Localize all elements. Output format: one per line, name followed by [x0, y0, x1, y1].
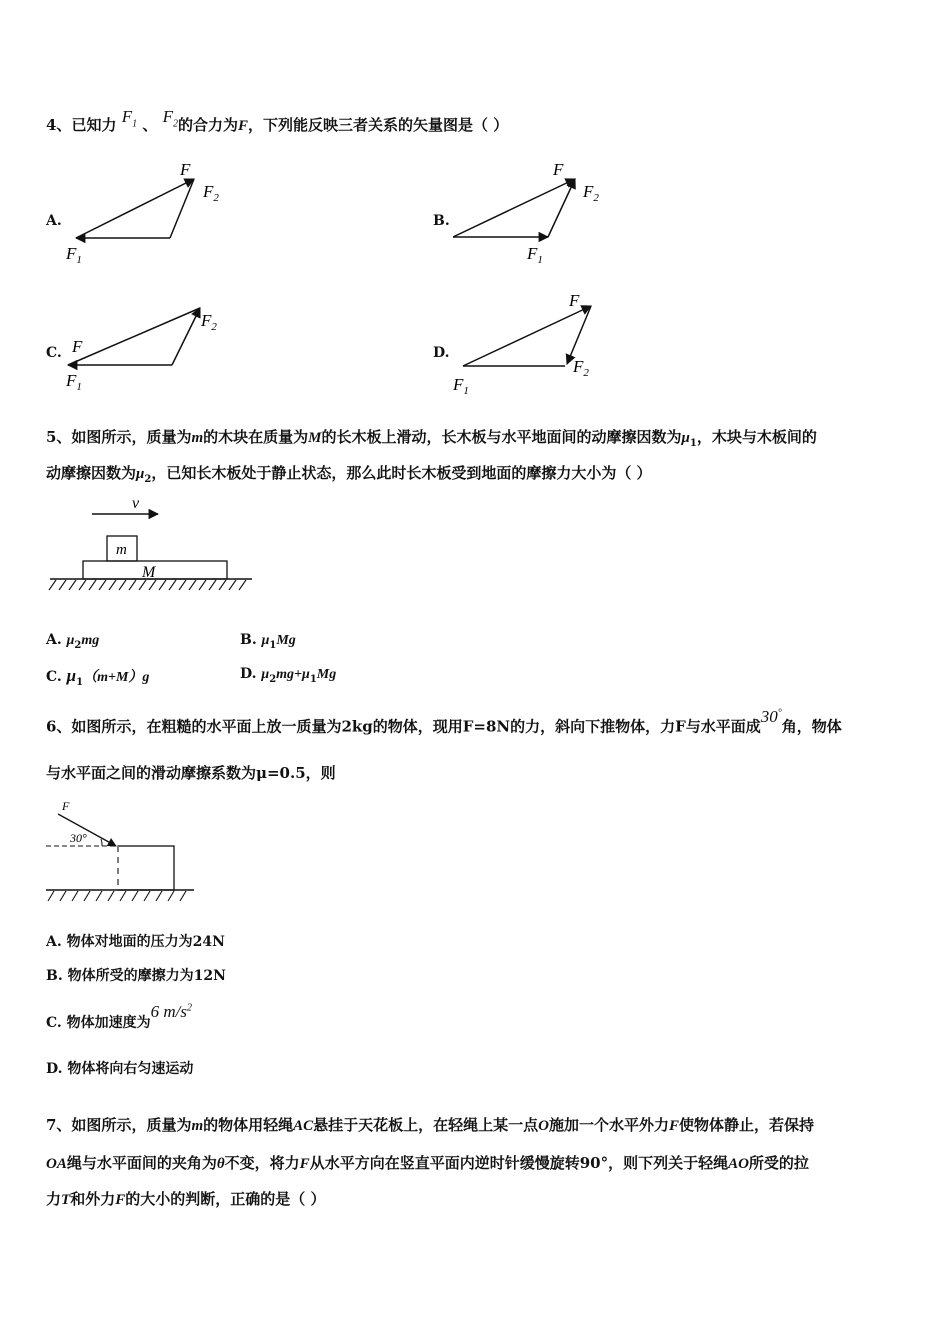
q4-option-a-diagram [60, 155, 240, 270]
label-v: v [132, 495, 140, 512]
vector-f [76, 179, 194, 238]
vector-f [463, 306, 591, 366]
q4-option-c-diagram [60, 292, 240, 407]
q4-stem [46, 107, 509, 143]
q6-angle: 30° [760, 706, 782, 726]
vector-f [453, 179, 575, 237]
q5-option-d[interactable]: D. $\mu_2mg+\mu_1Mg$ [240, 666, 337, 685]
vector-f2 [172, 308, 200, 365]
vector-f2 [170, 179, 194, 238]
vector-f [68, 308, 200, 365]
label-m: m [116, 542, 127, 558]
q4-text-b: 的合力为 [177, 116, 238, 134]
q5-option-c[interactable]: C. $\mu_1(m+M)g$ [46, 666, 150, 688]
q4-number: 4、 [46, 116, 72, 134]
block [118, 846, 174, 890]
q4-option-d-diagram [445, 290, 625, 405]
q5-option-a[interactable]: A. $\mu_2mg$ [46, 632, 100, 651]
q7-stem-line3: 力T和外力F的大小的判断，正确的是（ ） [46, 1190, 326, 1208]
q7-stem-line2: OA绳与水平面间的夹角为θ不变，将力F从水平方向在竖直平面内逆时针缓慢旋转90°，则下列关于轻绳AO所受的拉 [46, 1154, 809, 1172]
label-f2: $F_2$ [201, 311, 217, 333]
label-f1: $F_1$ [527, 244, 543, 266]
label-f2: $F_2$ [203, 182, 219, 204]
label-f1: $F_1$ [453, 375, 469, 397]
q5-stem-line1: 5、如图所示，质量为m的木块在质量为M的长木板上滑动，长木板与水平地面间的动摩擦因数为$\mu_1$，木块与木板间的 [46, 428, 817, 449]
q4-option-b-letter[interactable]: B. [433, 213, 450, 229]
label-angle: 30° [70, 831, 87, 845]
q6-option-a[interactable]: A. 物体对地面的压力为24N [46, 934, 225, 950]
label-f2: $F_2$ [573, 357, 589, 379]
label-f: F [62, 799, 70, 813]
label-M: M [142, 564, 156, 581]
q6-option-d[interactable]: D. 物体将向右匀速运动 [46, 1061, 194, 1077]
q4-option-b-diagram [445, 155, 625, 270]
q4-option-d-letter[interactable]: D. [433, 345, 450, 361]
q4-option-a-letter[interactable]: A. [46, 213, 62, 229]
q4-f1: $F_1$ [121, 107, 138, 130]
label-f2: $F_2$ [583, 182, 599, 204]
label-f1: $F_1$ [66, 371, 82, 393]
q4-text-c: ，下列能反映三者关系的矢量图是（ ） [247, 116, 509, 134]
q6-option-c[interactable]: C. 物体加速度为6 $m/s^2$ [46, 1002, 193, 1031]
angle-arc [101, 839, 102, 846]
q6-accel-value: 6 $m/s^2$ [150, 1002, 193, 1021]
q6-option-b[interactable]: B. 物体所受的摩擦力为12N [46, 968, 226, 984]
q6-stem-line1: 6、如图所示，在粗糙的水平面上放一质量为2kg的物体，现用F=8N的力，斜向下推物体，力F与水平面成30°角，物体 [46, 706, 842, 736]
q6-stem-line2: 与水平面之间的滑动摩擦系数为μ=0.5，则 [46, 764, 336, 782]
label-f: F [180, 160, 191, 179]
vector-f2 [548, 179, 575, 237]
label-f: F [72, 337, 83, 356]
q7-stem-line1: 7、如图所示，质量为m的物体用轻绳AC悬挂于天花板上，在轻绳上某一点O施加一个水平外力F使物体静止，若保持 [46, 1116, 815, 1134]
label-f: F [569, 291, 580, 310]
q4-sep: 、 [142, 116, 158, 134]
q5-option-b[interactable]: B. $\mu_1Mg$ [240, 632, 296, 651]
ground-hatching [49, 580, 246, 590]
q6-diagram [44, 796, 199, 906]
q4-text-a: 已知力 [71, 116, 117, 134]
ground-hatching [48, 891, 186, 901]
vector-f2 [567, 306, 591, 364]
force-arrow [58, 814, 116, 846]
q4-f: F [237, 118, 248, 134]
label-f1: $F_1$ [66, 244, 82, 266]
label-f: F [553, 160, 564, 179]
q5-diagram [46, 492, 256, 597]
q5-stem-line2: 动摩擦因数为$\mu_2$，已知长木板处于静止状态，那么此时长木板受到地面的摩擦力大小为（ ） [46, 464, 652, 485]
q4-f2: $F_2$ [162, 107, 178, 130]
q4-option-c-letter[interactable]: C. [46, 345, 62, 361]
